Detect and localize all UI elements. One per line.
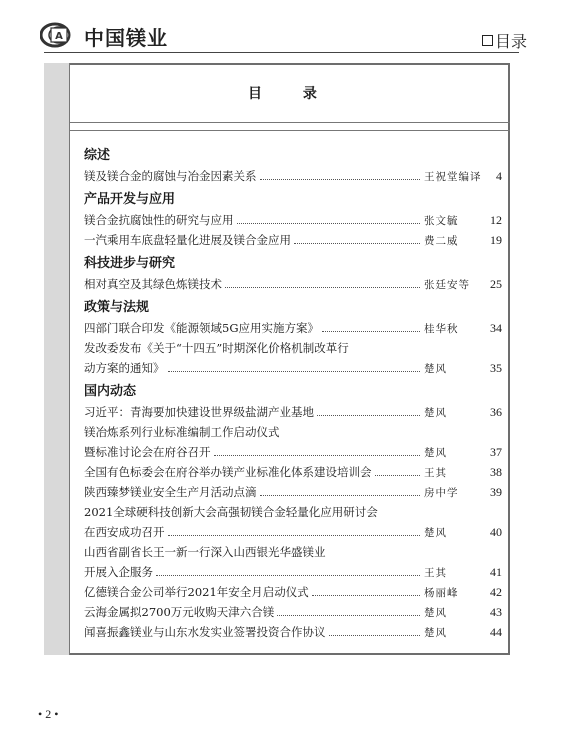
toc-entry-title-line1: 山西省副省长王一新一行深入山西银光华盛镁业 [84,545,326,559]
toc-entry-title: 动方案的通知》 [84,361,165,375]
toc-entry[interactable] [84,442,502,462]
toc-entry-title-line1: 镁冶炼系列行业标准编制工作启动仪式 [84,425,280,439]
toc-entry-page: 12 [490,213,502,227]
toc-entry-page: 43 [490,605,502,619]
dot-leader [237,223,421,224]
toc-entry-page: 40 [490,525,502,539]
toc-entry-author: 楚风 [424,627,447,639]
section-label [482,29,527,52]
toc-entry[interactable] [84,318,502,338]
section-heading: 政策与法规 [84,300,150,315]
toc-entry[interactable] [84,462,502,482]
dot-leader [277,615,420,616]
dot-leader [322,331,420,332]
title-rule-top [69,122,510,123]
toc-entry-author: 张廷安等 [424,279,470,291]
dot-leader [225,287,420,288]
toc-entry[interactable] [84,358,502,378]
section-heading: 综述 [84,148,111,163]
toc-entry[interactable] [84,230,502,250]
page-number: • 2 • [38,707,59,721]
frame-shade-band [44,63,69,655]
dot-leader [329,635,421,636]
toc-entry-author: 桂华秋 [424,323,459,335]
toc-entry-page: 34 [490,321,502,335]
toc-entry-title: 习近平：青海要加快建设世界级盐湖产业基地 [84,405,314,419]
toc-entry-title: 相对真空及其绿色炼镁技术 [84,277,222,291]
toc-entry-page: 25 [490,277,502,291]
dot-leader [317,415,420,416]
dot-leader [214,455,421,456]
toc-entry-title: 四部门联合印发《能源领域5G应用实施方案》 [84,321,320,335]
toc-entry[interactable] [84,522,502,542]
toc-entry-author: 楚风 [424,407,447,419]
toc-entry-author: 费二威 [424,235,459,247]
toc-entry-author: 房中学 [424,487,459,499]
header-rule [44,52,519,53]
toc-entry-author: 楚风 [424,363,447,375]
toc-entry-title: 开展入企服务 [84,565,153,579]
toc-entry[interactable] [84,622,502,642]
toc-entry-page: 38 [490,465,502,479]
toc-entry-author: 楚风 [424,607,447,619]
toc-entry-author: 王其 [424,467,447,479]
title-rule-bottom [69,130,510,131]
dot-leader [260,179,421,180]
toc-entry-title: 云海金属拟2700万元收购天津六合镁 [84,605,275,619]
toc-entry-title: 亿德镁合金公司举行2021年安全月启动仪式 [84,585,309,599]
toc-entry-title-line1: 2021全球硬科技创新大会高强韧镁合金轻量化应用研讨会 [84,505,378,519]
dot-leader [168,535,421,536]
dot-leader [375,475,421,476]
toc-entry-author: 王其 [424,567,447,579]
toc-entry-page: 44 [490,625,502,639]
section-heading: 产品开发与应用 [84,192,176,207]
dot-leader [294,243,420,244]
dot-leader [312,595,420,596]
dot-leader [168,371,421,372]
toc-entry-author: 杨丽峰 [424,587,459,599]
section-label-text: 目录 [494,32,527,51]
logo-letter: A [55,31,63,42]
toc-entry-author: 楚风 [424,447,447,459]
toc-entry-page: 35 [490,361,502,375]
toc-list [84,146,502,642]
square-icon [482,35,493,46]
toc-entry-page: 37 [490,445,502,459]
toc-entry-author: 张文毓 [424,215,459,227]
toc-entry-title: 在西安成功召开 [84,525,165,539]
toc-entry-title: 一汽乘用车底盘轻量化进展及镁合金应用 [84,233,291,247]
toc-entry[interactable] [84,166,502,186]
toc-entry-page: 39 [490,485,502,499]
toc-entry-title-line1: 发改委发布《关于“十四五”时期深化价格机制改革行 [84,341,349,355]
dot-leader [260,495,421,496]
toc-entry-author: 王祝堂编译 [424,171,482,183]
toc-entry[interactable] [84,602,502,622]
toc-entry[interactable] [84,582,502,602]
dot-leader [156,575,420,576]
toc-entry-title: 镁及镁合金的腐蚀与冶金因素关系 [84,169,257,183]
brand-name: 中国镁业 [84,26,168,50]
toc-entry-page: 42 [490,585,502,599]
toc-entry-title: 闻喜振鑫镁业与山东水发实业签署投资合作协议 [84,625,326,639]
toc-entry-title: 陕西臻梦镁业安全生产月活动点滴 [84,485,257,499]
toc-entry[interactable] [84,274,502,294]
toc-entry-page: 36 [490,405,502,419]
toc-entry[interactable] [84,402,502,422]
toc-entry-author: 楚风 [424,527,447,539]
toc-entry-title: 全国有色标委会在府谷举办镁产业标准化体系建设培训会 [84,465,372,479]
toc-entry[interactable] [84,482,502,502]
logo-icon [40,22,74,48]
section-heading: 科技进步与研究 [84,256,176,271]
toc-entry-title: 镁合金抗腐蚀性的研究与应用 [84,213,234,227]
page-header [0,0,563,56]
toc-entry-page: 19 [490,233,502,247]
toc-entry-title: 暨标准讨论会在府谷召开 [84,445,211,459]
toc-entry-page: 41 [490,565,502,579]
toc-title: 目 录 [248,86,335,102]
toc-entry[interactable] [84,210,502,230]
section-heading: 国内动态 [84,384,137,399]
toc-entry-page: 4 [496,169,502,183]
toc-entry[interactable] [84,562,502,582]
